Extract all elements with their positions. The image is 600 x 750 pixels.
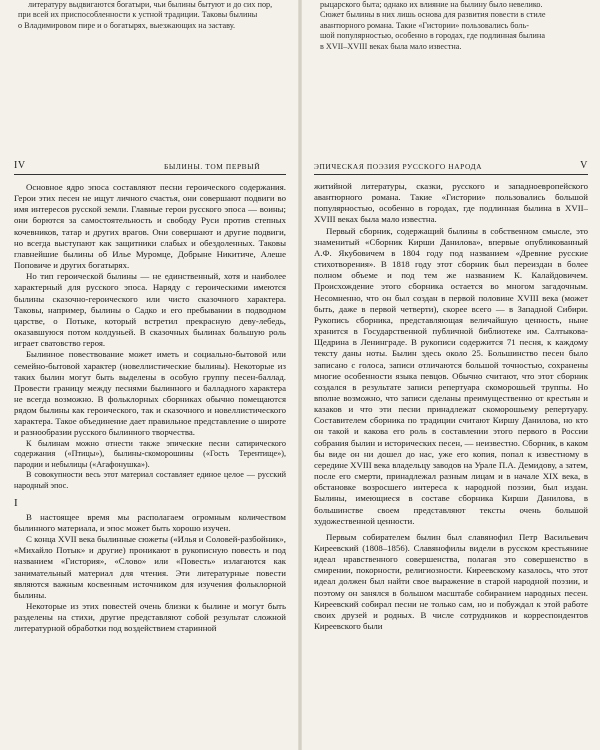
show-through-line: в XVII–XVIII веках была мало известна. [320, 41, 462, 51]
show-through-line: авантюрного романа. Такие «Гистории» пользовались боль- [320, 20, 529, 30]
paragraph: житийной литературы, сказки, русского и западноевропейского авантюрного романа. Такие «Гистории» пользовались большой популярностью, особенно в городах, где подлинная былина в XVII–XVIII веках была мало известна. [314, 181, 588, 225]
running-header [14, 160, 286, 175]
paragraph: Основное ядро эпоса составляют песни героического содержания. Герои этих песен не ищут личного счастья, они совершают подвиги во имя интересов русской земли. Главные герои русского эпоса — воины; они борются за самостоятельность и свободу Руси против степных кочевников, татар и других врагов. Они совершают и другие подвиги, но всегда выступают как защитники слабых и обездоленных. Таковы главнейшие былины об Илье Муромце, Добрыне Никитиче, Алеше Поповиче и других богатырях. [14, 182, 286, 271]
show-through-line: Сюжет былины в них лишь основа для развития повести в стиле [320, 10, 546, 20]
paragraph: С конца XVII века былинные сюжеты («Илья и Соловей-разбойник», «Михайло Потык» и другие) проникают в рукописную повесть и под названием «Гистория», «Слово» или «Повесть» излагаются как занимательный материал для чтения. Эти литературные повести являются важным косвенным источником для изучения фольклорной былины. [14, 534, 286, 600]
paragraph: Первый сборник, содержащий былины в собственном смысле, это знаменитый «Сборник Кирши Данилова», впервые опубликованный А.Ф. Якубовичем в 1804 году под названием «Древние русские стихотворения». В 1818 году этот сборник был переиздан в более полном объеме и под тем же названием К. Калайдовичем. Происхождение этого сборника остается во многом загадочным. Несомненно, что он был создан в первой половине XVIII века (может быть, даже в первой четверти), скорее всего — в Западной Сибири. Рукопись сборника, представляющая величайшую ценность, ныне хранится в Государственной публичной библиотеке им. Салтыкова-Щедрина в Ленинграде. В рукописи содержится 71 песня, к каждому тексту даны ноты. Былин здесь около 25. Большинство песен было записано с голоса, записи отличаются большой точностью, сохранены многие особенности языка певцов. Обычно считают, что этот сборник создался в результате записи репертуара скоморошьей труппы. Но вполне возможно, что записи сделаны преимущественно от крестьян и казаков и что эти песни принадлежат скоморошьему репертуару. Составителем сборника по традиции считают Киршу Данилова, но кто он такой и какова его роль в составлении этого первого в России собрания былин и исторических песен, — неизвестно. Сборник, в каком бы виде он ни дошел до нас, уже его копия, попал к известному в середине XVIII века владельцу заводов на Урале П.А. Демидову, а затем, после его смерти, принадлежал разным лицам и в начале XIX века, в обстановке возросшего интереса к народной поэзии, был издан. Былины, имеющиеся в составе сборника Кирши Данилова, в большинстве своем представляют тексты очень большой художественной ценности. [314, 225, 588, 526]
paragraph: Некоторые из этих повестей очень близки к былине и могут быть разделены на стихи, другие представляют собой результат сложной литературной обработки под воздействием старинной [14, 600, 286, 634]
page-number: IV [14, 160, 26, 171]
running-title: ЭПИЧЕСКАЯ ПОЭЗИЯ РУССКОГО НАРОДА [314, 162, 483, 171]
show-through-line: рыцарского быта; однако их влияние на былину было невелико. [320, 0, 543, 9]
running-header [314, 160, 588, 175]
page-body [314, 181, 588, 632]
paragraph: Былинное повествование может иметь и социально-бытовой или семейно-бытовой характер (новеллистические былины). Некоторые из таких былин могут быть выделены в особую группу песен-баллад. Провести границу между песнями былинного и балладного характера не всегда возможно. В фольклорных сборниках обычно помещаются рядом былины как героического, так и сказочного и новеллистического характера. Такое объединение дает правильное представление о широте и разнообразии русского былинного творчества. [14, 349, 286, 438]
paragraph: Но тип героической былины — не единственный, хотя и наиболее характерный для русского эпоса. Наряду с героическими имеются былины сказочно-героического или чисто сказочного характера. Таковы, например, былины о Садко и его пребывании в подводном царстве, о Потыке, который встретил прекрасную деву-лебедь, оказавшуюся потом колдуньей. В сказочных былинах большую роль играет сватовство героя. [14, 271, 286, 349]
paragraph: В настоящее время мы располагаем огромным количеством былинного материала, и эпос может быть хорошо изучен. [14, 511, 286, 533]
paragraph: К былинам можно отнести также эпические песни сатирического содержания («Птицы»), былины-скоморошины («Гость Терентище»), пародии и небылицы («Агафонушка»). [14, 438, 286, 469]
page-body [14, 182, 286, 634]
page-number: V [580, 160, 588, 171]
paragraph: Первым собирателем былин был славянофил Петр Васильевич Киреевский (1808–1856). Славянофилы видели в русском крестьянине идеал нравственного совершенства, полагая это совершенство в смирении, покорности, религиозности. Киреевскому казалось, что этот идеал должен был найти свое выражение в старой народной поэзии, и поэтому он занялся в большом масштабе собиранием народных песен. Киреевский собирал песни не только сам, но и побуждал к этой работе своих друзей и родных. В числе сотрудников и корреспондентов Киреевского были [314, 531, 588, 632]
paragraph: В совокупности весь этот материал составляет единое целое — русский народный эпос. [14, 470, 286, 490]
show-through-line: шой популярностью, особенно в городах, где подлинная былина [320, 31, 545, 41]
show-through-text [320, 0, 582, 142]
section-number: I [14, 496, 18, 509]
show-through-line: о Владимировом пире и о богатырях, выезжающих на заставу. [18, 20, 236, 30]
right-page [314, 0, 588, 750]
show-through-line: при всей их приспособленности к устной традиции. Таковы былины [18, 10, 258, 20]
running-title: БЫЛИНЫ. ТОМ ПЕРВЫЙ [164, 162, 261, 171]
show-through-text [18, 0, 280, 142]
show-through-line: литературу выдвигаются богатыри, чьи былины бытуют и до сих пор, [28, 0, 273, 9]
book-gutter [298, 0, 302, 750]
left-page [14, 0, 286, 750]
